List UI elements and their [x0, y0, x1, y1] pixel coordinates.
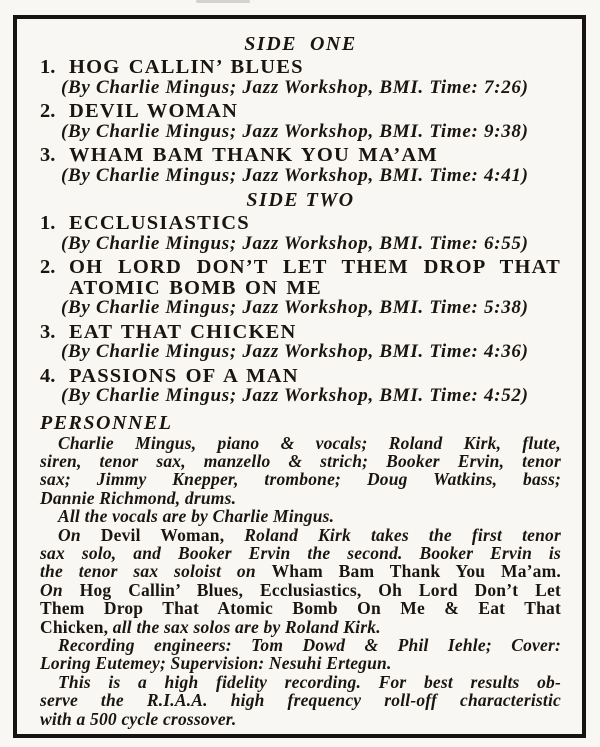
- side-two-heading: SIDE TWO: [246, 189, 355, 211]
- track-credit: (By Charlie Mingus; Jazz Workshop, BMI. Time: 7:26): [61, 76, 529, 98]
- text-line: [40, 581, 561, 599]
- side-one-heading: SIDE ONE: [244, 33, 357, 55]
- track-number: 2.: [40, 256, 56, 278]
- text-segment: Charlie Mingus, piano & vocals; Roland Kirk, flute,: [58, 432, 561, 453]
- track-credit: (By Charlie Mingus; Jazz Workshop, BMI. Time: 4:41): [61, 164, 529, 186]
- personnel-notes: [40, 434, 561, 729]
- text-segment: Devil Woman,: [100, 524, 225, 545]
- text-segment: Chicken,: [40, 616, 109, 637]
- text-segment: Dannie Richmond, drums.: [40, 487, 237, 508]
- text-line: [40, 470, 561, 488]
- track-title-line: [40, 257, 561, 278]
- text-line: [40, 507, 561, 525]
- text-line: [40, 654, 561, 672]
- track-number: 2.: [40, 100, 56, 122]
- text-line: [40, 562, 561, 580]
- track-title-line: [40, 366, 561, 387]
- track-credit: (By Charlie Mingus; Jazz Workshop, BMI. Time: 6:55): [61, 232, 529, 254]
- text-line: [40, 434, 561, 452]
- track-credit: (By Charlie Mingus; Jazz Workshop, BMI. Time: 4:52): [61, 385, 529, 406]
- track-credit: (By Charlie Mingus; Jazz Workshop, BMI. Time: 4:36): [61, 341, 529, 362]
- track-title-line: [40, 101, 561, 122]
- track-title-line: [40, 322, 561, 343]
- text-line: [40, 599, 561, 617]
- text-segment: Loring Eutemey; Supervision: Nesuhi Ertegun.: [40, 653, 392, 674]
- text-segment: sax solo, and Booker Ervin the second. Booker Ervin is: [40, 542, 561, 563]
- track-item: [40, 322, 561, 362]
- track-item: [40, 366, 561, 406]
- text-segment: the tenor sax soloist on: [40, 561, 272, 582]
- text-segment: siren, tenor sax, manzello & strich; Booker Ervin, tenor: [40, 450, 561, 471]
- side-one-section: [40, 33, 561, 185]
- track-number: 1.: [40, 56, 56, 78]
- text-line: [40, 710, 561, 728]
- text-segment: all the sax solos are by Roland Kirk.: [108, 616, 381, 637]
- track-title: OH LORD DON’T LET THEM DROP THAT: [69, 256, 561, 278]
- track-item: [40, 257, 561, 318]
- text-line: [40, 691, 561, 709]
- track-number: 1.: [40, 212, 56, 234]
- text-segment: Wham Bam Thank You Ma’am.: [271, 561, 561, 582]
- personnel-section: [40, 412, 561, 729]
- text-segment: This is a high fidelity recording. For best results ob-: [58, 671, 561, 692]
- track-number: 3.: [40, 320, 56, 343]
- text-line: [40, 618, 561, 636]
- track-credit: (By Charlie Mingus; Jazz Workshop, BMI. Time: 9:38): [61, 120, 529, 142]
- text-segment: All the vocals are by Charlie Mingus.: [58, 506, 335, 527]
- text-segment: serve the R.I.A.A. high frequency roll-off characteristic: [40, 690, 561, 711]
- track-title-line: [40, 213, 561, 234]
- text-line: [40, 489, 561, 507]
- track-number: 3.: [40, 144, 56, 166]
- text-line: [40, 636, 561, 654]
- track-title: HOG CALLIN’ BLUES: [69, 56, 304, 78]
- track-title-line2: ATOMIC BOMB ON ME: [69, 276, 322, 299]
- track-title: WHAM BAM THANK YOU MA’AM: [69, 144, 438, 166]
- text-segment: Them Drop That Atomic Bomb On Me & Eat That: [40, 598, 561, 619]
- text-line: [40, 673, 561, 691]
- track-title: PASSIONS OF A MAN: [69, 364, 299, 387]
- track-item: [40, 145, 561, 185]
- text-segment: Hog Callin’ Blues, Ecclusiastics, Oh Lord Don’t Let: [79, 579, 561, 600]
- text-segment: sax; Jimmy Knepper, trombone; Doug Watkins, bass;: [40, 469, 561, 490]
- track-number: 4.: [40, 364, 56, 387]
- track-title-line: [40, 57, 561, 78]
- track-title: DEVIL WOMAN: [69, 100, 239, 122]
- track-item: [40, 213, 561, 253]
- text-line: [40, 544, 561, 562]
- text-segment: with a 500 cycle crossover.: [40, 708, 237, 729]
- text-line: [40, 452, 561, 470]
- track-credit: (By Charlie Mingus; Jazz Workshop, BMI. Time: 5:38): [61, 297, 529, 318]
- track-title-line: [40, 145, 561, 166]
- track-title: EAT THAT CHICKEN: [69, 320, 297, 343]
- track-item: [40, 57, 561, 97]
- text-segment: Recording engineers: Tom Dowd & Phil Iehle; Cover:: [58, 634, 561, 655]
- side-two-section: [40, 189, 561, 406]
- text-segment: On: [58, 524, 101, 545]
- liner-notes-frame: [13, 15, 586, 738]
- text-segment: Roland Kirk takes the first tenor: [224, 524, 561, 545]
- text-segment: On: [40, 579, 80, 600]
- personnel-heading: PERSONNEL: [40, 411, 173, 434]
- track-item: [40, 101, 561, 141]
- track-title: ECCLUSIASTICS: [69, 212, 250, 234]
- crop-artifact-top: [196, 0, 250, 3]
- text-line: [40, 526, 561, 544]
